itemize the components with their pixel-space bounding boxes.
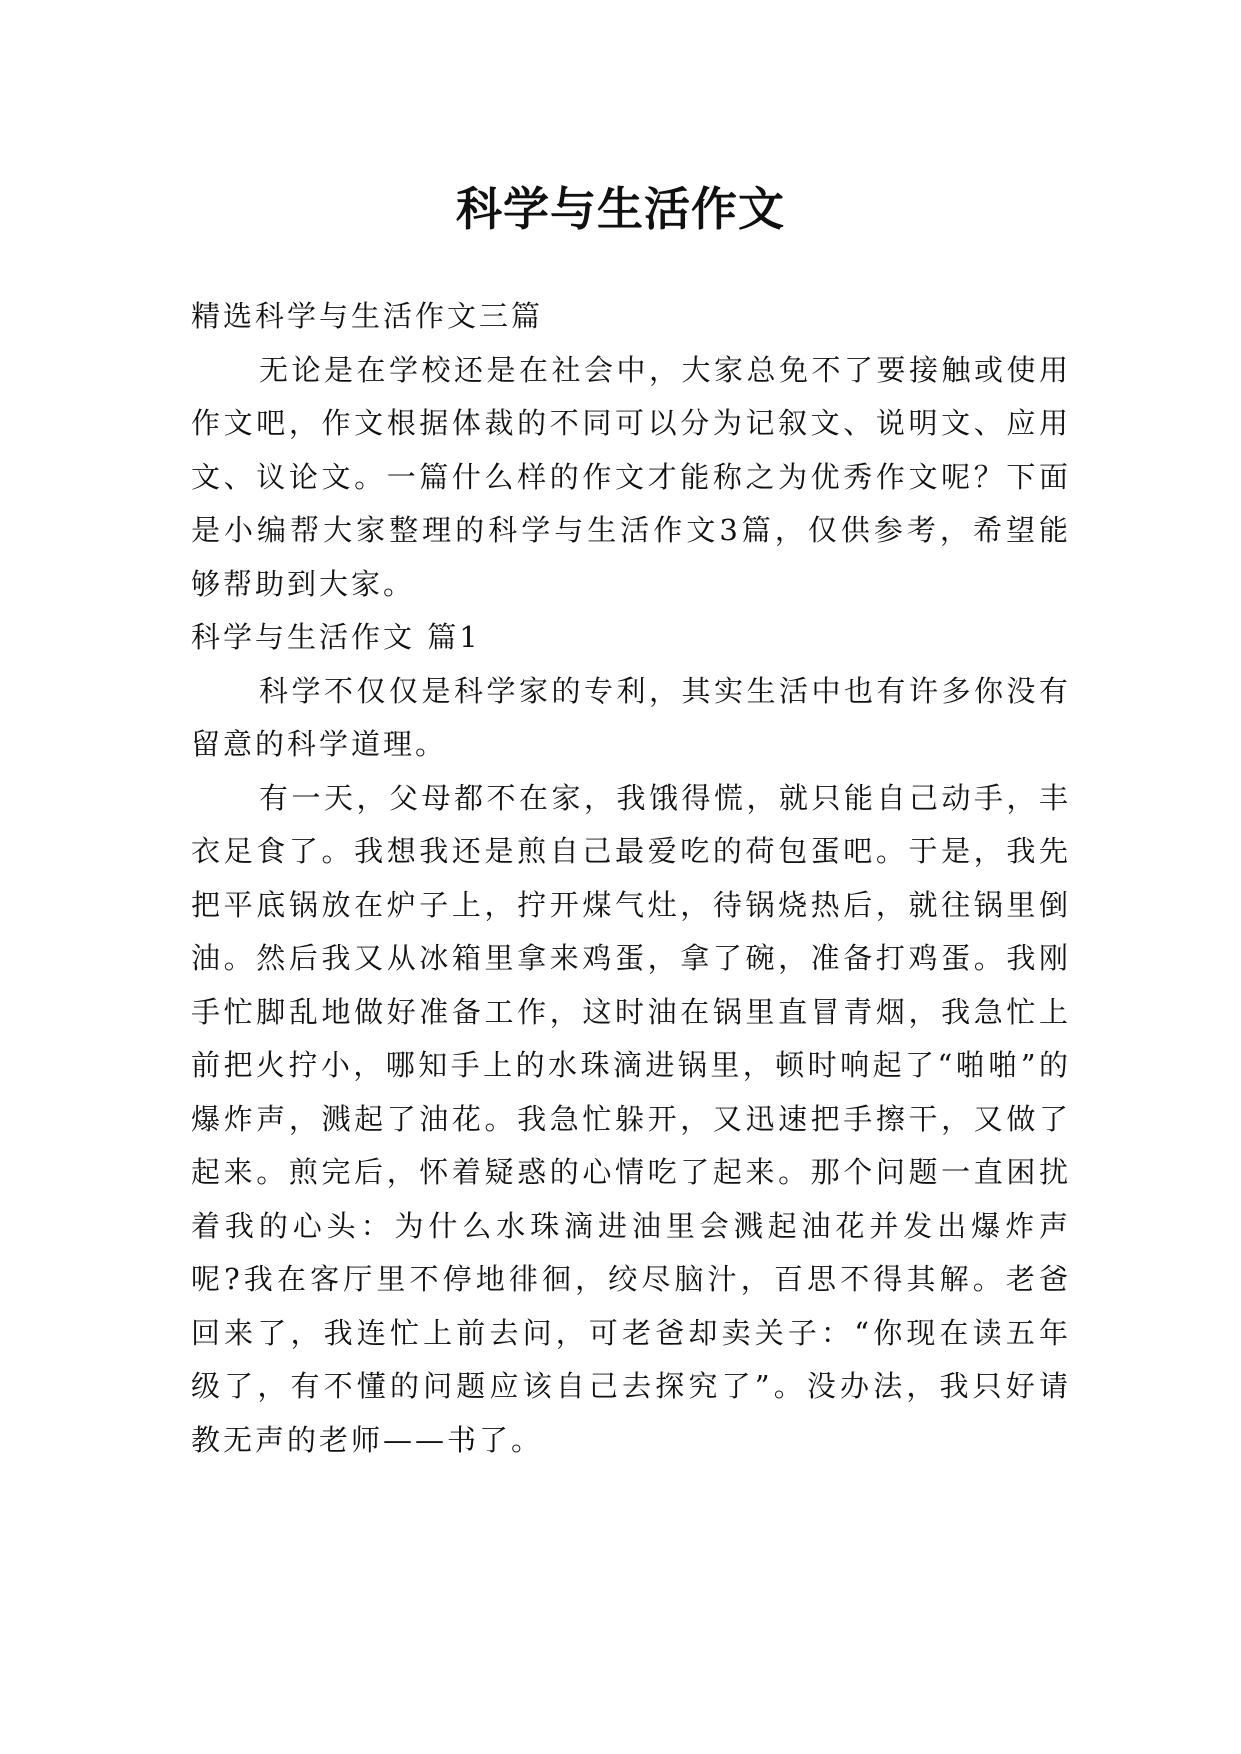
- essay-1-paragraph-2: 有一天，父母都不在家，我饿得慌，就只能自己动手，丰衣足食了。我想我还是煎自己最爱吃的荷包蛋吧。于是，我先把平底锅放在炉子上，拧开煤气灶，待锅烧热后，就往锅里倒油。然后我又从冰箱里拿来鸡蛋，拿了碗，准备打鸡蛋。我刚手忙脚乱地做好准备工作，这时油在锅里直冒青烟，我急忙上前把火拧小，哪知手上的水珠滴进锅里，顿时响起了“啪啪”的爆炸声，溅起了油花。我急忙躲开，又迅速把手擦干，又做了起来。煎完后，怀着疑惑的心情吃了起来。那个问题一直困扰着我的心头：为什么水珠滴进油里会溅起油花并发出爆炸声呢?我在客厅里不停地徘徊，绞尽脑汁，百思不得其解。老爸回来了，我连忙上前去问，可老爸却卖关子：“你现在读五年级了，有不懂的问题应该自己去探究了”。没办法，我只好请教无声的老师——书了。: [191, 780, 1071, 1457]
- essay-1-heading: 科学与生活作文 篇1: [191, 620, 481, 654]
- document-title: 科学与生活作文: [456, 181, 785, 236]
- intro-paragraph: 无论是在学校还是在社会中，大家总免不了要接触或使用作文吧，作文根据体裁的不同可以分为记叙文、说明文、应用文、议论文。一篇什么样的作文才能称之为优秀作文呢？下面是小编帮大家整理的科学与生活作文3篇，仅供参考，希望能够帮助到大家。: [191, 352, 1071, 601]
- document-body: [191, 290, 1071, 1467]
- collection-subtitle: 精选科学与生活作文三篇: [191, 299, 544, 333]
- essay-1-paragraph-1: 科学不仅仅是科学家的专利，其实生活中也有许多你没有留意的科学道理。: [191, 673, 1071, 761]
